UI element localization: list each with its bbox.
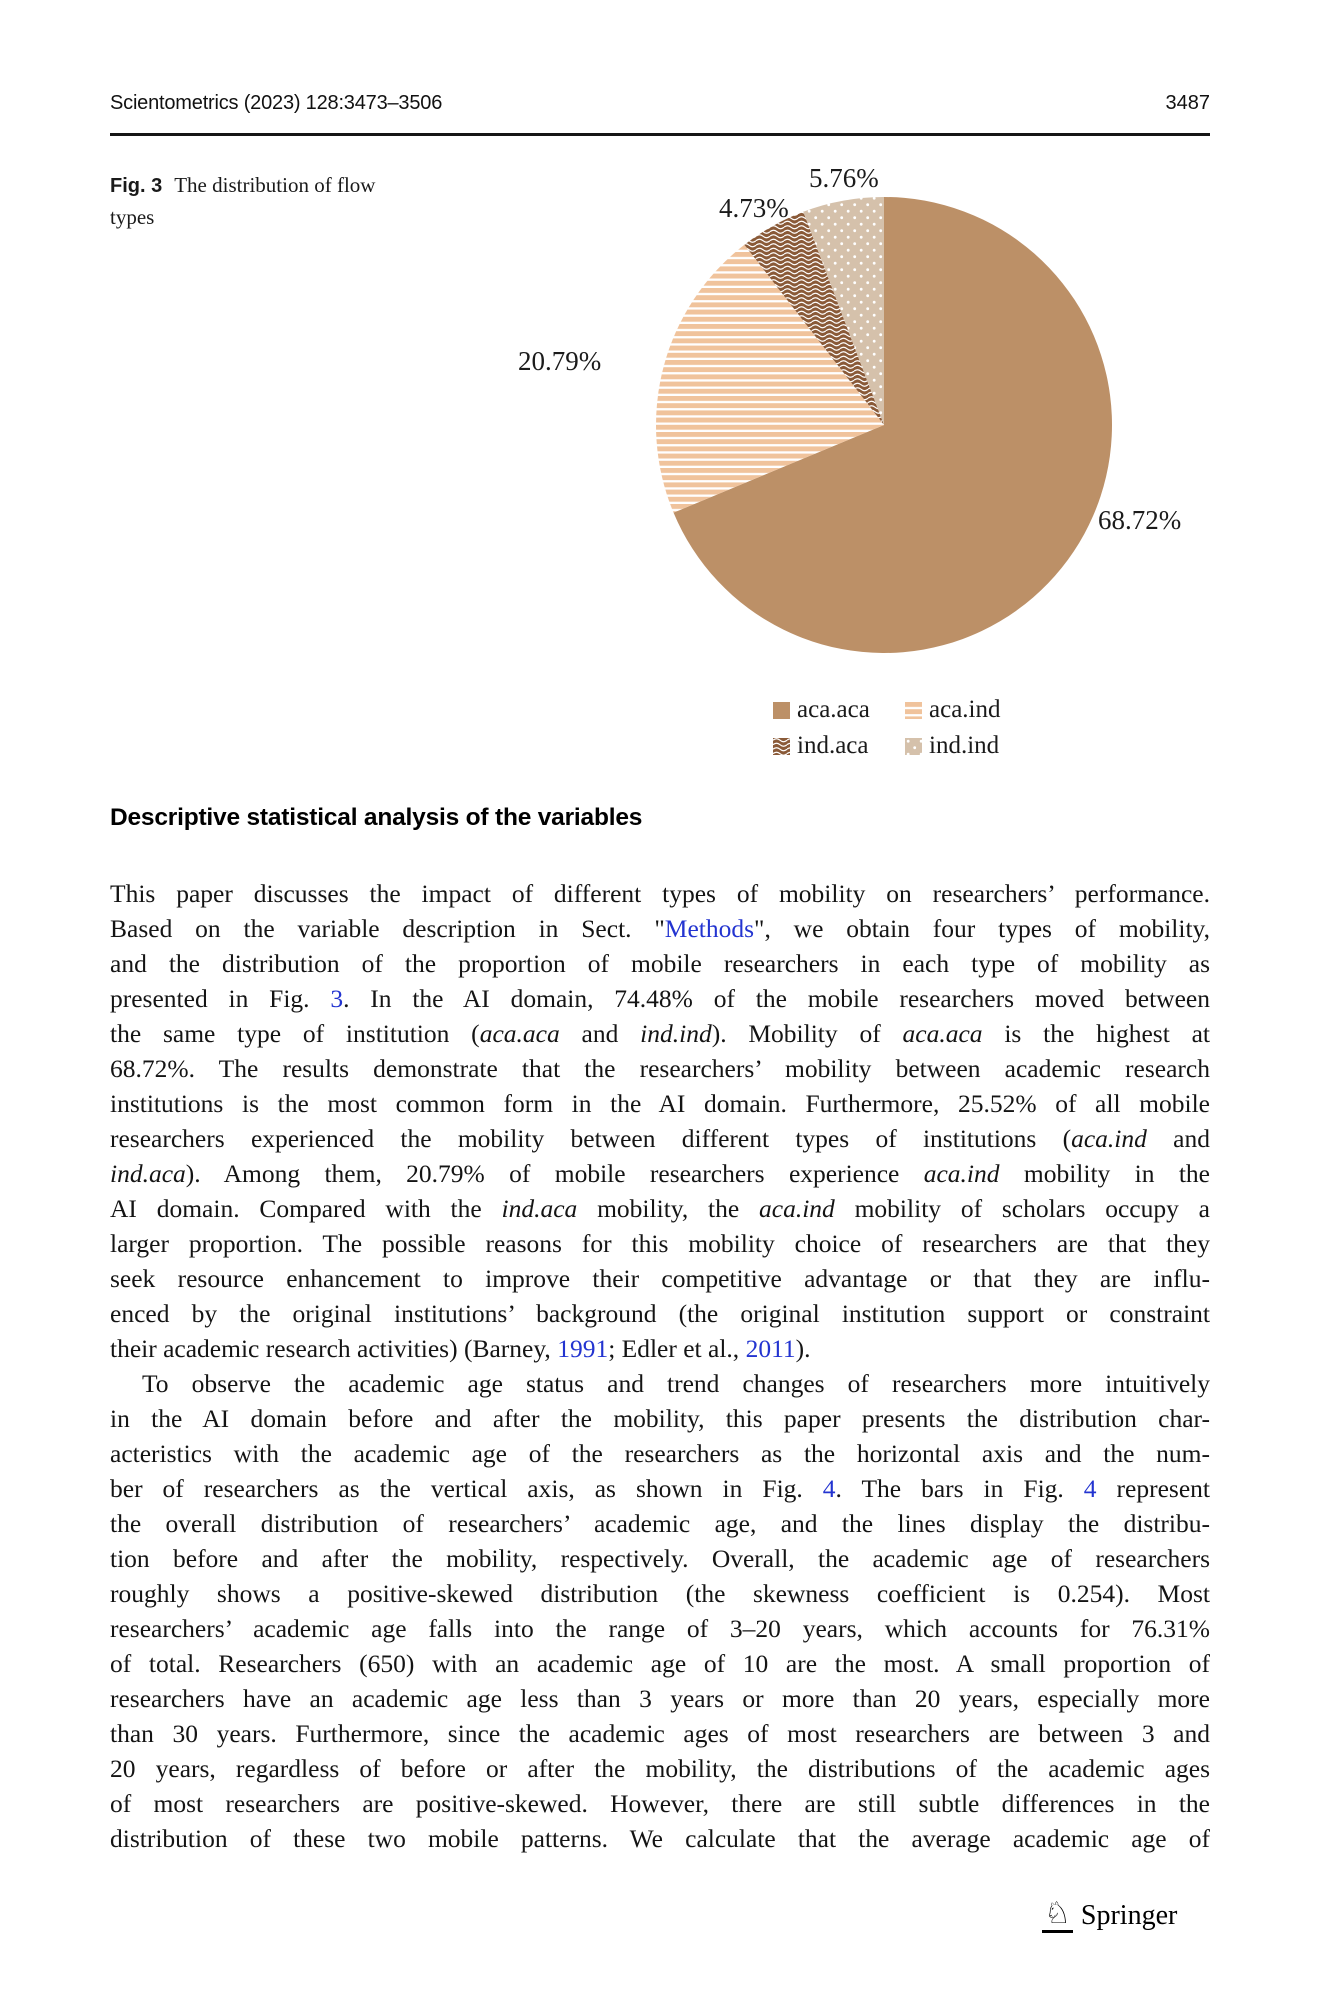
citation-link[interactable]: 3	[330, 984, 344, 1013]
publisher-name: Springer	[1080, 1900, 1178, 1931]
text-line	[110, 1226, 1210, 1261]
header-rule	[110, 133, 1210, 136]
text-segment: mobility, the	[577, 1194, 760, 1223]
text-segment: than 30 years. Furthermore, since the academic ages of most researchers are between 3 and	[110, 1719, 1210, 1748]
text-segment: researchers have an academic age less than 3 years or more than 20 years, especially more	[110, 1684, 1210, 1713]
text-line	[110, 876, 1210, 911]
text-line	[110, 1121, 1210, 1156]
text-line	[110, 1611, 1210, 1646]
text-line	[110, 1191, 1210, 1226]
text-segment: the same type of institution (	[110, 1019, 480, 1048]
body-text	[110, 876, 1210, 1856]
legend-swatch-ind.aca-icon	[773, 738, 790, 755]
text-segment: . The bars in Fig.	[835, 1474, 1084, 1503]
text-line	[110, 981, 1210, 1016]
variable-name: aca.aca	[902, 1019, 983, 1048]
legend-label: aca.aca	[797, 696, 870, 723]
text-line	[110, 1646, 1210, 1681]
text-segment: ber of researchers as the vertical axis, as shown in Fig.	[110, 1474, 823, 1503]
text-segment: mobility in the	[999, 1159, 1210, 1188]
legend-item-ind.ind	[905, 728, 1000, 764]
variable-name: aca.ind	[759, 1194, 835, 1223]
text-segment: This paper discusses the impact of different types of mobility on researchers’ performance.	[110, 879, 1210, 908]
pie-chart	[620, 170, 1140, 680]
variable-name: aca.ind	[923, 1159, 1000, 1188]
text-segment: Based on the variable description in Sect. "	[110, 914, 665, 943]
variable-name: ind.aca	[110, 1159, 186, 1188]
citation-link[interactable]: 4	[1083, 1474, 1097, 1503]
text-segment: 68.72%. The results demonstrate that the researchers’ mobility between academic research	[110, 1054, 1210, 1083]
figure-caption-line2: types	[110, 205, 155, 229]
text-line	[110, 1751, 1210, 1786]
text-line	[110, 1716, 1210, 1751]
text-segment: and	[1146, 1124, 1210, 1153]
text-line	[110, 1401, 1210, 1436]
figure-label: Fig. 3	[110, 175, 163, 197]
paragraph	[110, 876, 1210, 1366]
text-line	[110, 911, 1210, 946]
citation-link[interactable]: 1991	[557, 1334, 609, 1363]
text-segment: ; Edler et al.,	[608, 1334, 746, 1363]
figure-caption-line1: Fig. 3 The distribution of flow	[110, 173, 376, 197]
text-line	[110, 1786, 1210, 1821]
text-line	[110, 1086, 1210, 1121]
text-segment: To observe the academic age status and trend changes of researchers more intuitively	[142, 1369, 1210, 1398]
text-line	[110, 1261, 1210, 1296]
text-segment: the overall distribution of researchers’ academic age, and the lines display the distribu-	[110, 1509, 1210, 1538]
text-line	[110, 1436, 1210, 1471]
text-segment: presented in Fig.	[110, 984, 331, 1013]
text-segment: distribution of these two mobile patterns. We calculate that the average academic age of	[110, 1824, 1210, 1853]
text-line	[110, 946, 1210, 981]
citation-link[interactable]: 4	[822, 1474, 836, 1503]
legend-label: ind.ind	[929, 732, 1000, 759]
text-line	[110, 1331, 1210, 1366]
text-line	[110, 1821, 1210, 1856]
section-heading: Descriptive statistical analysis of the variables	[110, 804, 643, 831]
text-segment: larger proportion. The possible reasons for this mobility choice of researchers are that they	[110, 1229, 1210, 1258]
pie-label-aca.ind: 20.79%	[518, 346, 602, 376]
text-segment: researchers experienced the mobility between different types of institutions (	[110, 1124, 1072, 1153]
pie-label-aca.aca: 68.72%	[1098, 505, 1182, 535]
variable-name: aca.aca	[479, 1019, 560, 1048]
text-line	[110, 1016, 1210, 1051]
legend-item-aca.ind	[905, 692, 1000, 728]
text-segment: seek resource enhancement to improve their competitive advantage or that they are influ-	[110, 1264, 1210, 1293]
text-segment: acteristics with the academic age of the researchers as the horizontal axis and the num-	[110, 1439, 1210, 1468]
text-segment: . In the AI domain, 74.48% of the mobile researchers moved between	[343, 984, 1210, 1013]
text-line	[110, 1576, 1210, 1611]
text-segment: in the AI domain before and after the mobility, this paper presents the distribution char-	[110, 1404, 1210, 1433]
text-line	[110, 1506, 1210, 1541]
legend-item-aca.aca	[773, 692, 905, 728]
legend-swatch-ind.ind-icon	[905, 738, 922, 755]
chart-legend	[773, 692, 1000, 764]
figure-caption	[110, 170, 390, 233]
text-line	[110, 1471, 1210, 1506]
text-segment: ). Mobility of	[711, 1019, 903, 1048]
text-segment: institutions is the most common form in the AI domain. Furthermore, 25.52% of all mobile	[110, 1089, 1210, 1118]
text-segment: ). Among them, 20.79% of mobile researchers experience	[185, 1159, 924, 1188]
variable-name: ind.ind	[640, 1019, 712, 1048]
text-segment: and	[559, 1019, 641, 1048]
text-segment: ).	[795, 1334, 811, 1363]
text-line	[110, 1051, 1210, 1086]
legend-label: ind.aca	[797, 732, 869, 759]
journal-header: Scientometrics (2023) 128:3473–3506	[110, 92, 443, 114]
legend-swatch-aca.ind-icon	[905, 702, 922, 719]
text-segment: AI domain. Compared with the	[110, 1194, 502, 1223]
text-segment: and the distribution of the proportion of mobile researchers in each type of mobility as	[110, 949, 1210, 978]
text-segment: enced by the original institutions’ background (the original institution support or constraint	[110, 1299, 1210, 1328]
text-segment: their academic research activities) (Barney,	[110, 1334, 558, 1363]
paragraph	[110, 1366, 1210, 1856]
springer-horse-icon: ♘	[1044, 1896, 1071, 1931]
text-segment: roughly shows a positive-skewed distribution (the skewness coefficient is 0.254). Most	[110, 1579, 1210, 1608]
legend-swatch-aca.aca-icon	[773, 702, 790, 719]
text-segment: of total. Researchers (650) with an academic age of 10 are the most. A small proportion of	[110, 1649, 1210, 1678]
text-line	[110, 1156, 1210, 1191]
legend-item-ind.aca	[773, 728, 905, 764]
publisher-footer	[1042, 1896, 1178, 1933]
text-segment: tion before and after the mobility, respectively. Overall, the academic age of researchers	[110, 1544, 1210, 1573]
text-segment: is the highest at	[982, 1019, 1211, 1048]
citation-link[interactable]: 2011	[745, 1334, 796, 1363]
text-segment: of most researchers are positive-skewed. However, there are still subtle differences in the	[110, 1789, 1210, 1818]
pie-label-ind.ind: 5.76%	[809, 163, 879, 193]
text-segment: researchers’ academic age falls into the range of 3–20 years, which accounts for 76.31%	[110, 1614, 1210, 1643]
citation-link[interactable]: Methods	[664, 914, 755, 943]
text-line	[110, 1541, 1210, 1576]
page-number: 3487	[1165, 92, 1210, 114]
text-segment: mobility of scholars occupy a	[834, 1194, 1211, 1223]
text-segment: represent	[1096, 1474, 1210, 1503]
text-line	[110, 1366, 1210, 1401]
variable-name: aca.ind	[1071, 1124, 1147, 1153]
variable-name: ind.aca	[501, 1194, 578, 1223]
text-segment: 20 years, regardless of before or after the mobility, the distributions of the academic ages	[110, 1754, 1210, 1783]
legend-label: aca.ind	[929, 696, 1001, 723]
text-line	[110, 1681, 1210, 1716]
text-segment: ", we obtain four types of mobility,	[754, 914, 1210, 943]
pie-label-ind.aca: 4.73%	[719, 193, 789, 223]
text-line	[110, 1296, 1210, 1331]
